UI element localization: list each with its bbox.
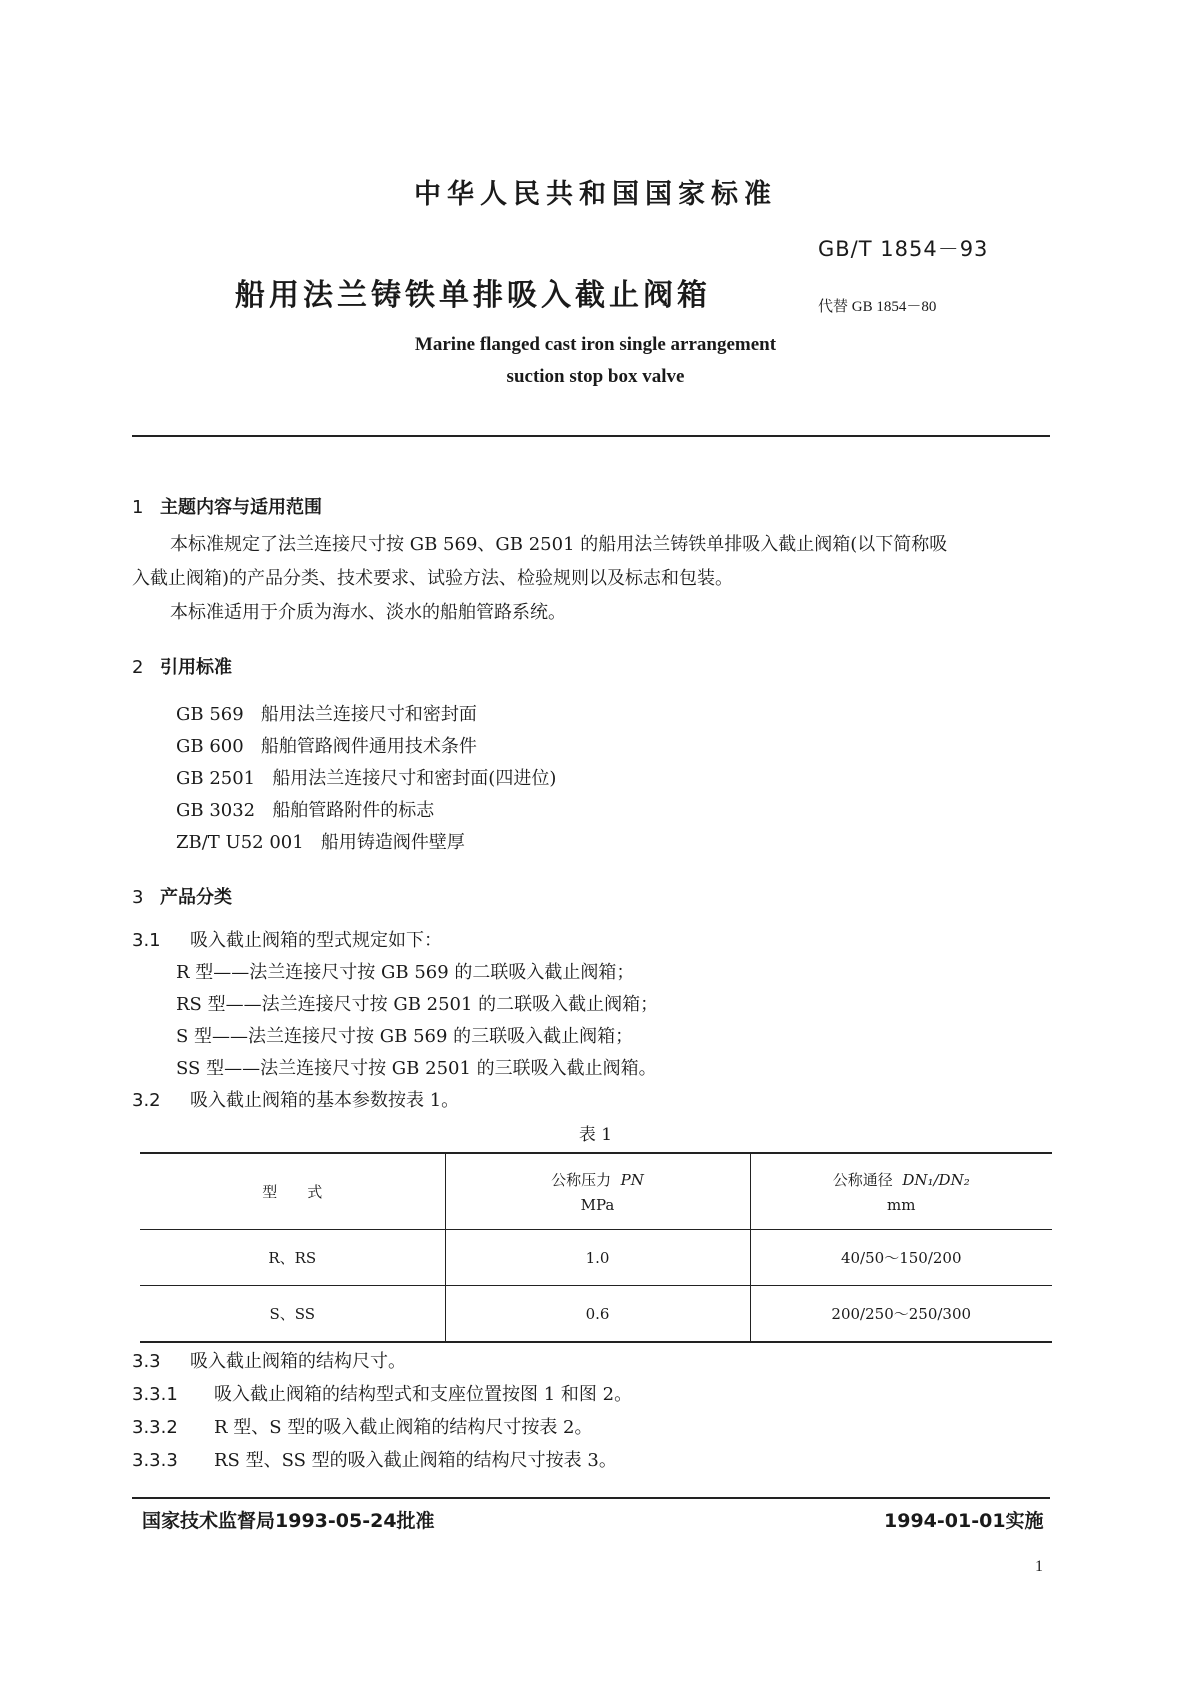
header-divider xyxy=(132,435,1050,437)
clause-text: 吸入截止阀箱的型式规定如下： xyxy=(190,930,442,951)
section-1-para-2: 本标准适用于介质为海水、淡水的船舶管路系统。 xyxy=(170,602,566,623)
approval-line: 国家技术监督局1993-05-24批准 xyxy=(142,1510,435,1532)
clause-3-1 xyxy=(132,926,442,952)
clause-text: 吸入截止阀箱的结构尺寸。 xyxy=(190,1351,406,1372)
reference-code: GB 3032 xyxy=(176,800,256,821)
reference-code: GB 600 xyxy=(176,736,244,757)
reference-code: ZB/T U52 001 xyxy=(176,832,304,853)
title-chinese: 船用法兰铸铁单排吸入截止阀箱 xyxy=(235,278,711,313)
clause-number: 3.3.1 xyxy=(132,1384,178,1405)
clause-number: 3.3 xyxy=(132,1351,161,1372)
section-title: 产品分类 xyxy=(160,887,232,908)
effective-date: 1994-01-01实施 xyxy=(884,1510,1044,1532)
reference-item xyxy=(176,700,477,726)
header-dn-label: 公称通径 xyxy=(832,1171,893,1189)
issuing-body-heading: 中华人民共和国国家标准 xyxy=(414,179,777,210)
standard-number: GB/T 1854－93 xyxy=(818,237,989,261)
section-1-para-1-line-2: 入截止阀箱)的产品分类、技术要求、试验方法、检验规则以及标志和包装。 xyxy=(132,568,734,589)
title-english-line-2: suction stop box valve xyxy=(506,366,685,387)
clause-3-2 xyxy=(132,1086,459,1112)
reference-name: 船舶管路阀件通用技术条件 xyxy=(260,736,477,757)
reference-name: 船用铸造阀件壁厚 xyxy=(320,832,465,853)
type-definition: RS 型——法兰连接尺寸按 GB 2501 的二联吸入截止阀箱； xyxy=(176,994,659,1015)
type-definition: S 型——法兰连接尺寸按 GB 569 的三联吸入截止阀箱； xyxy=(176,1026,634,1047)
clause-number: 3.2 xyxy=(132,1090,161,1111)
clause-number: 3.1 xyxy=(132,930,161,951)
reference-item xyxy=(176,764,556,790)
reference-name: 船舶管路附件的标志 xyxy=(272,800,435,821)
cell-dn: 200/250～250/300 xyxy=(831,1305,972,1323)
section-1-heading xyxy=(132,493,322,519)
section-number: 2 xyxy=(132,657,144,678)
reference-item xyxy=(176,828,465,854)
clause-number: 3.3.2 xyxy=(132,1417,178,1438)
section-title: 主题内容与适用范围 xyxy=(160,497,322,518)
table-1-caption: 表 1 xyxy=(578,1125,613,1145)
reference-code: GB 2501 xyxy=(176,768,256,789)
clause-3-3-2 xyxy=(132,1413,593,1439)
header-pn-label: 公称压力 xyxy=(551,1171,612,1189)
section-number: 3 xyxy=(132,887,144,908)
table-row xyxy=(140,1230,1052,1286)
section-1-para-1-line-1: 本标准规定了法兰连接尺寸按 GB 569、GB 2501 的船用法兰铸铁单排吸入截止阀箱(以下简称吸 xyxy=(170,534,948,555)
table-header-row xyxy=(140,1154,1052,1230)
section-number: 1 xyxy=(132,497,144,518)
type-definition: SS 型——法兰连接尺寸按 GB 2501 的三联吸入截止阀箱。 xyxy=(176,1058,657,1079)
cell-pn: 0.6 xyxy=(445,1286,750,1342)
cell-dn: 40/50～150/200 xyxy=(750,1230,1052,1286)
section-2-heading xyxy=(132,653,232,679)
reference-name: 船用法兰连接尺寸和密封面 xyxy=(260,704,477,725)
cell-type: S、SS xyxy=(269,1305,316,1323)
section-3-heading xyxy=(132,883,232,909)
header-pn-unit: MPa xyxy=(580,1196,615,1214)
header-dn-unit: mm xyxy=(887,1196,916,1214)
clause-3-3 xyxy=(132,1347,406,1373)
reference-item xyxy=(176,732,477,758)
clause-3-3-3 xyxy=(132,1446,617,1472)
section-title: 引用标准 xyxy=(160,657,232,678)
clause-number: 3.3.3 xyxy=(132,1450,178,1471)
clause-text: RS 型、SS 型的吸入截止阀箱的结构尺寸按表 3。 xyxy=(214,1450,617,1471)
clause-text: R 型、S 型的吸入截止阀箱的结构尺寸按表 2。 xyxy=(214,1417,593,1438)
header-type: 型 式 xyxy=(140,1154,445,1230)
clause-3-3-1 xyxy=(132,1380,632,1406)
header-pn-symbol: PN xyxy=(620,1171,644,1189)
page-number: 1 xyxy=(1035,1558,1043,1575)
type-definition: R 型——法兰连接尺寸按 GB 569 的二联吸入截止阀箱； xyxy=(176,962,635,983)
header-nominal-diameter xyxy=(750,1154,1052,1230)
table-1 xyxy=(140,1152,1052,1343)
header-nominal-pressure xyxy=(445,1154,750,1230)
reference-code: GB 569 xyxy=(176,704,244,725)
header-dn-symbol: DN₁/DN₂ xyxy=(902,1171,970,1189)
clause-text: 吸入截止阀箱的基本参数按表 1。 xyxy=(190,1090,460,1111)
cell-type: R、RS xyxy=(140,1230,445,1286)
title-english-line-1: Marine flanged cast iron single arrangement xyxy=(414,334,777,355)
reference-name: 船用法兰连接尺寸和密封面(四进位) xyxy=(272,768,557,789)
cell-pn: 1.0 xyxy=(445,1230,750,1286)
table-row xyxy=(140,1286,1052,1342)
footer-divider xyxy=(132,1497,1050,1499)
clause-text: 吸入截止阀箱的结构型式和支座位置按图 1 和图 2。 xyxy=(214,1384,633,1405)
replaces-note: 代替 GB 1854－80 xyxy=(818,299,937,315)
reference-item xyxy=(176,796,434,822)
